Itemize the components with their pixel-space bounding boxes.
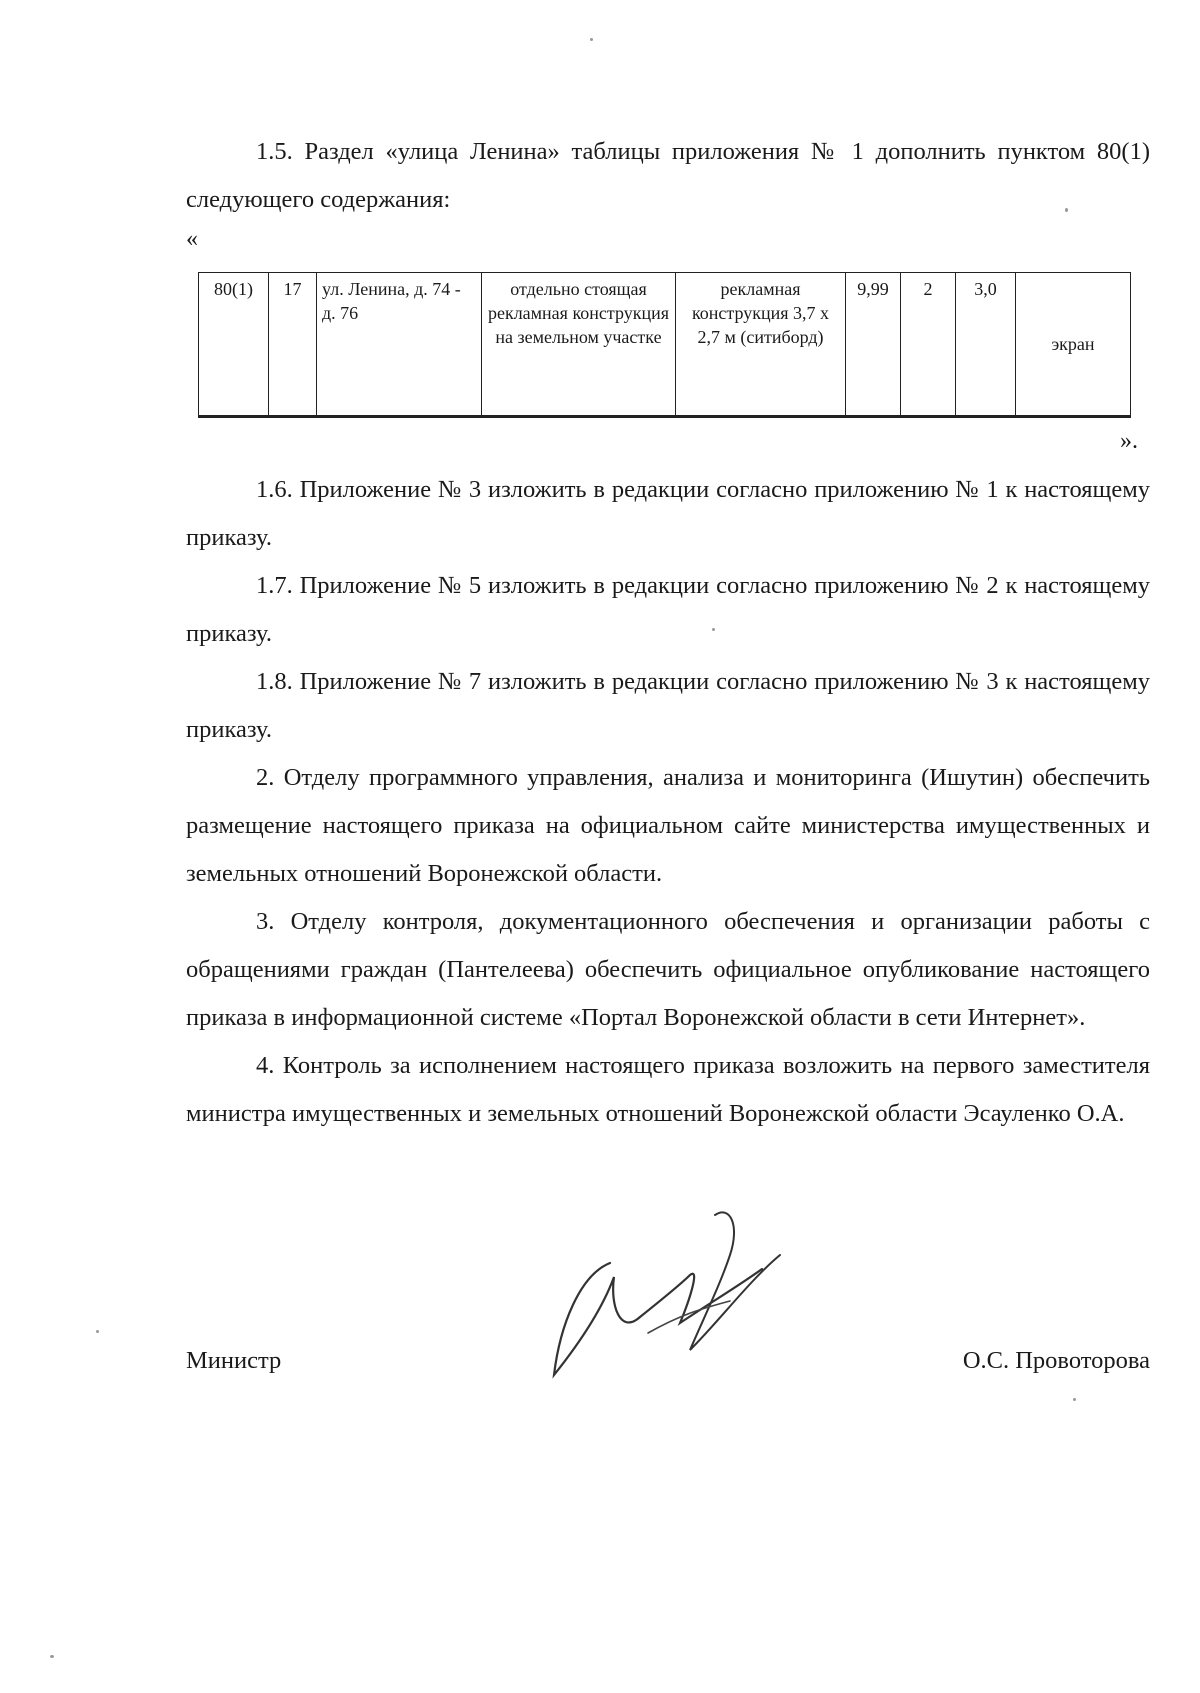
- closing-quote: ».: [1120, 428, 1138, 454]
- cell-sides: 2: [901, 273, 956, 417]
- paragraph-4: 4. Контроль за исполнением настоящего приказа возложить на первого заместителя министра имущественных и земельных отношений Воронежской области Эсауленко О.А.: [186, 1052, 1150, 1127]
- scan-speck: [96, 1330, 99, 1333]
- paragraph-1-6: 1.6. Приложение № 3 изложить в редакции согласно приложению № 1 к настоящему приказу.: [186, 476, 1150, 551]
- paragraph-2: 2. Отделу программного управления, анализа и мониторинга (Ишутин) обеспечить размещение настоящего приказа на официальном сайте министерства имущественных и земельных отношений Воронежской области.: [186, 764, 1150, 887]
- cell-construction-type: рекламная конструкция 3,7 х 2,7 м (ситиборд): [676, 273, 846, 417]
- scan-speck: [712, 628, 715, 631]
- scan-speck: [50, 1655, 54, 1658]
- table-row: [199, 273, 1131, 417]
- paragraph-1-8: 1.8. Приложение № 7 изложить в редакции согласно приложению № 3 к настоящему приказу.: [186, 668, 1150, 743]
- appendix-table-row: [198, 272, 1131, 418]
- body-paragraphs: [186, 466, 1150, 1138]
- opening-quote: «: [186, 226, 198, 252]
- cell-value: 3,0: [956, 273, 1016, 417]
- paragraph-3: 3. Отделу контроля, документационного обеспечения и организации работы с обращениями граждан (Пантелеева) обеспечить официальное опубликование настоящего приказа в информационной системе «Портал Воронежской области в сети Интернет».: [186, 908, 1150, 1031]
- cell-info-field: экран: [1016, 273, 1131, 417]
- cell-area: 9,99: [846, 273, 901, 417]
- cell-location: отдельно стоящая рекламная конструкция на земельном участке: [482, 273, 676, 417]
- paragraph-1-5: 1.5. Раздел «улица Ленина» таблицы приложения № 1 дополнить пунктом 80(1) следующего содержания:: [186, 138, 1150, 213]
- paragraph-1-7: 1.7. Приложение № 5 изложить в редакции согласно приложению № 2 к настоящему приказу.: [186, 572, 1150, 647]
- cell-address: ул. Ленина, д. 74 - д. 76: [317, 273, 482, 417]
- scan-speck: [1065, 208, 1068, 212]
- handwritten-signature: [540, 1205, 820, 1385]
- cell-number: 80(1): [199, 273, 269, 417]
- signatory-title: Министр: [186, 1347, 282, 1374]
- section-1-5: [186, 128, 1150, 224]
- scan-speck: [590, 38, 593, 41]
- signatory-name: О.С. Провоторова: [962, 1347, 1150, 1374]
- scan-speck: [1073, 1398, 1076, 1401]
- cell-type-code: 17: [269, 273, 317, 417]
